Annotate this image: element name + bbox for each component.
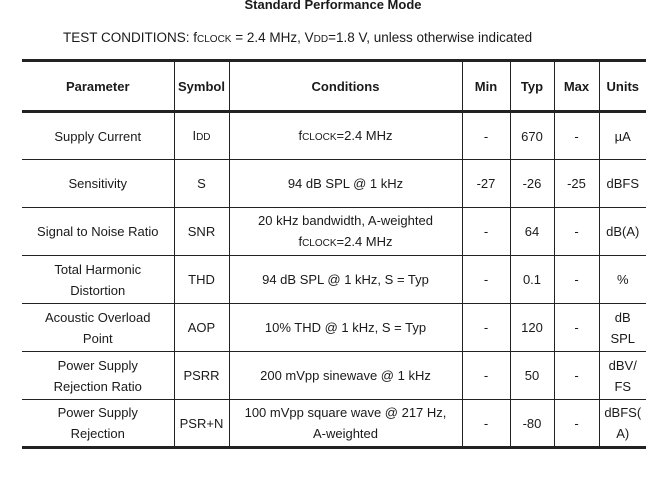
- cell-symbol: PSRR: [174, 352, 229, 400]
- cell-min: -: [462, 304, 510, 352]
- cell-parameter: Signal to Noise Ratio: [22, 208, 174, 256]
- cell-symbol: SNR: [174, 208, 229, 256]
- cell-conditions: 10% THD @ 1 kHz, S = Typ: [229, 304, 462, 352]
- cell-min: -: [462, 352, 510, 400]
- cell-max: -: [554, 112, 599, 160]
- header-max: Max: [554, 61, 599, 112]
- cell-parameter: Supply Current: [22, 112, 174, 160]
- cell-min: -: [462, 256, 510, 304]
- cell-symbol: S: [174, 160, 229, 208]
- cell-parameter: Acoustic Overload Point: [22, 304, 174, 352]
- section-title: Standard Performance Mode: [244, 0, 422, 12]
- header-min: Min: [462, 61, 510, 112]
- cell-typ: -26: [510, 160, 554, 208]
- cell-typ: 64: [510, 208, 554, 256]
- cell-units: dBV/ FS: [599, 352, 646, 400]
- cell-typ: 120: [510, 304, 554, 352]
- table-row: [22, 160, 646, 208]
- header-conditions: Conditions: [229, 61, 462, 112]
- cell-max: -: [554, 256, 599, 304]
- cell-min: -: [462, 112, 510, 160]
- cell-units: µA: [599, 112, 646, 160]
- cell-typ: 670: [510, 112, 554, 160]
- table-header-row: [22, 61, 646, 112]
- cell-min: -27: [462, 160, 510, 208]
- cell-symbol: AOP: [174, 304, 229, 352]
- test-conditions: TEST CONDITIONS: fCLOCK = 2.4 MHz, VDD=1.8 V, unless otherwise indicated: [63, 30, 533, 45]
- cell-conditions: 20 kHz bandwidth, A-weighted fCLOCK=2.4 MHz: [229, 208, 462, 256]
- header-parameter: Parameter: [22, 61, 174, 112]
- cell-conditions: 200 mVpp sinewave @ 1 kHz: [229, 352, 462, 400]
- cell-parameter: Sensitivity: [22, 160, 174, 208]
- cell-units: dBFS( A): [599, 400, 646, 448]
- table-row: [22, 112, 646, 160]
- cell-conditions: 100 mVpp square wave @ 217 Hz, A-weighted: [229, 400, 462, 448]
- cell-units: dB SPL: [599, 304, 646, 352]
- cell-conditions: fCLOCK=2.4 MHz: [229, 112, 462, 160]
- cell-typ: -80: [510, 400, 554, 448]
- table-row: [22, 352, 646, 400]
- table-row: [22, 208, 646, 256]
- cell-symbol: THD: [174, 256, 229, 304]
- cell-parameter: Total Harmonic Distortion: [22, 256, 174, 304]
- cell-typ: 0.1: [510, 256, 554, 304]
- cell-units: dB(A): [599, 208, 646, 256]
- cell-units: dBFS: [599, 160, 646, 208]
- cell-symbol: PSR+N: [174, 400, 229, 448]
- table-row: [22, 304, 646, 352]
- performance-table: [22, 59, 646, 449]
- cell-conditions: 94 dB SPL @ 1 kHz: [229, 160, 462, 208]
- cell-typ: 50: [510, 352, 554, 400]
- cell-min: -: [462, 400, 510, 448]
- cell-parameter: Power Supply Rejection Ratio: [22, 352, 174, 400]
- cell-max: -: [554, 352, 599, 400]
- table-row: [22, 400, 646, 448]
- header-typ: Typ: [510, 61, 554, 112]
- header-symbol: Symbol: [174, 61, 229, 112]
- header-units: Units: [599, 61, 646, 112]
- cell-conditions: 94 dB SPL @ 1 kHz, S = Typ: [229, 256, 462, 304]
- cell-max: -: [554, 400, 599, 448]
- cell-max: -: [554, 208, 599, 256]
- table-row: [22, 256, 646, 304]
- cell-units: %: [599, 256, 646, 304]
- cell-min: -: [462, 208, 510, 256]
- cell-symbol: IDD: [174, 112, 229, 160]
- cell-max: -: [554, 304, 599, 352]
- cell-parameter: Power Supply Rejection: [22, 400, 174, 448]
- cell-max: -25: [554, 160, 599, 208]
